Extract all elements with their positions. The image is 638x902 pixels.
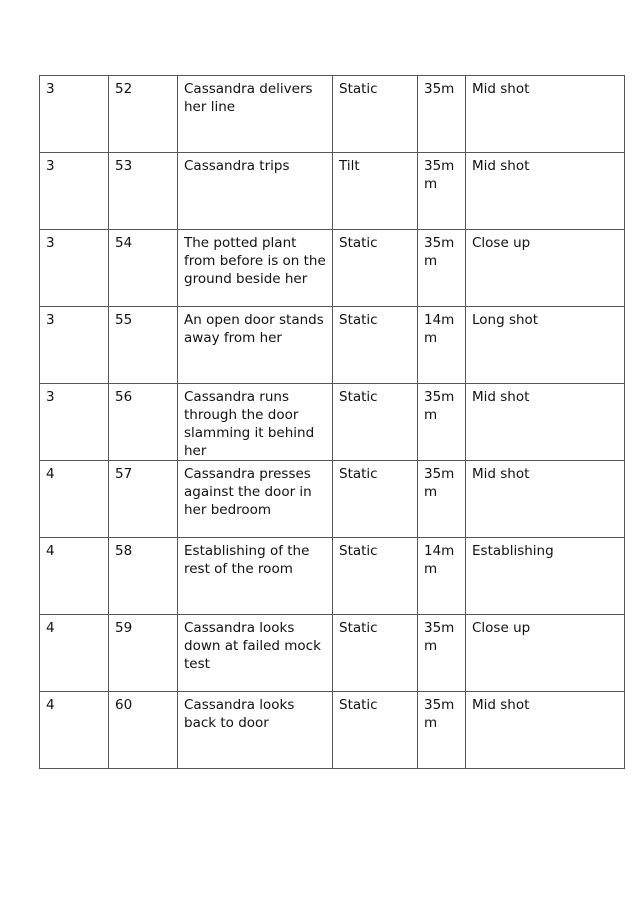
shot-type-cell: Mid shot: [466, 384, 625, 461]
lens-cell: 35mm: [418, 461, 466, 538]
description-cell: Cassandra runs through the door slamming it behind her: [178, 384, 333, 461]
camera-movement-cell: Static: [333, 384, 418, 461]
description-cell: Establishing of the rest of the room: [178, 538, 333, 615]
scene-cell: 3: [40, 384, 109, 461]
shot-type-cell: Close up: [466, 230, 625, 307]
shot-type-cell: Mid shot: [466, 153, 625, 230]
lens-cell: 35mm: [418, 230, 466, 307]
scene-cell: 4: [40, 461, 109, 538]
table-row: [40, 230, 625, 307]
shot-type-cell: Long shot: [466, 307, 625, 384]
description-cell: Cassandra looks down at failed mock test: [178, 615, 333, 692]
camera-movement-cell: Tilt: [333, 153, 418, 230]
lens-cell: 35mm: [418, 153, 466, 230]
shot-number-cell: 57: [109, 461, 178, 538]
camera-movement-cell: Static: [333, 461, 418, 538]
shot-number-cell: 58: [109, 538, 178, 615]
scene-cell: 3: [40, 230, 109, 307]
table-row: [40, 692, 625, 769]
shot-number-cell: 53: [109, 153, 178, 230]
shot-number-cell: 59: [109, 615, 178, 692]
table-row: [40, 461, 625, 538]
description-cell: Cassandra trips: [178, 153, 333, 230]
shot-number-cell: 56: [109, 384, 178, 461]
shot-number-cell: 55: [109, 307, 178, 384]
lens-cell: 35m: [418, 76, 466, 153]
scene-cell: 4: [40, 538, 109, 615]
camera-movement-cell: Static: [333, 692, 418, 769]
table-row: [40, 384, 625, 461]
table-row: [40, 615, 625, 692]
table-row: [40, 76, 625, 153]
table-row: [40, 307, 625, 384]
camera-movement-cell: Static: [333, 76, 418, 153]
scene-cell: 4: [40, 692, 109, 769]
description-cell: Cassandra looks back to door: [178, 692, 333, 769]
camera-movement-cell: Static: [333, 538, 418, 615]
shot-number-cell: 52: [109, 76, 178, 153]
camera-movement-cell: Static: [333, 230, 418, 307]
lens-cell: 35mm: [418, 384, 466, 461]
lens-cell: 35mm: [418, 615, 466, 692]
shot-type-cell: Establishing: [466, 538, 625, 615]
description-cell: Cassandra presses against the door in her bedroom: [178, 461, 333, 538]
lens-cell: 14mm: [418, 538, 466, 615]
shot-type-cell: Mid shot: [466, 461, 625, 538]
scene-cell: 4: [40, 615, 109, 692]
camera-movement-cell: Static: [333, 307, 418, 384]
lens-cell: 14mm: [418, 307, 466, 384]
scene-cell: 3: [40, 307, 109, 384]
shot-type-cell: Mid shot: [466, 76, 625, 153]
lens-cell: 35mm: [418, 692, 466, 769]
table-row: [40, 538, 625, 615]
scene-cell: 3: [40, 76, 109, 153]
shot-number-cell: 60: [109, 692, 178, 769]
table-row: [40, 153, 625, 230]
shot-type-cell: Close up: [466, 615, 625, 692]
scene-cell: 3: [40, 153, 109, 230]
description-cell: The potted plant from before is on the ground beside her: [178, 230, 333, 307]
description-cell: Cassandra delivers her line: [178, 76, 333, 153]
description-cell: An open door stands away from her: [178, 307, 333, 384]
shot-type-cell: Mid shot: [466, 692, 625, 769]
shot-number-cell: 54: [109, 230, 178, 307]
camera-movement-cell: Static: [333, 615, 418, 692]
shot-list-table: [39, 75, 625, 769]
